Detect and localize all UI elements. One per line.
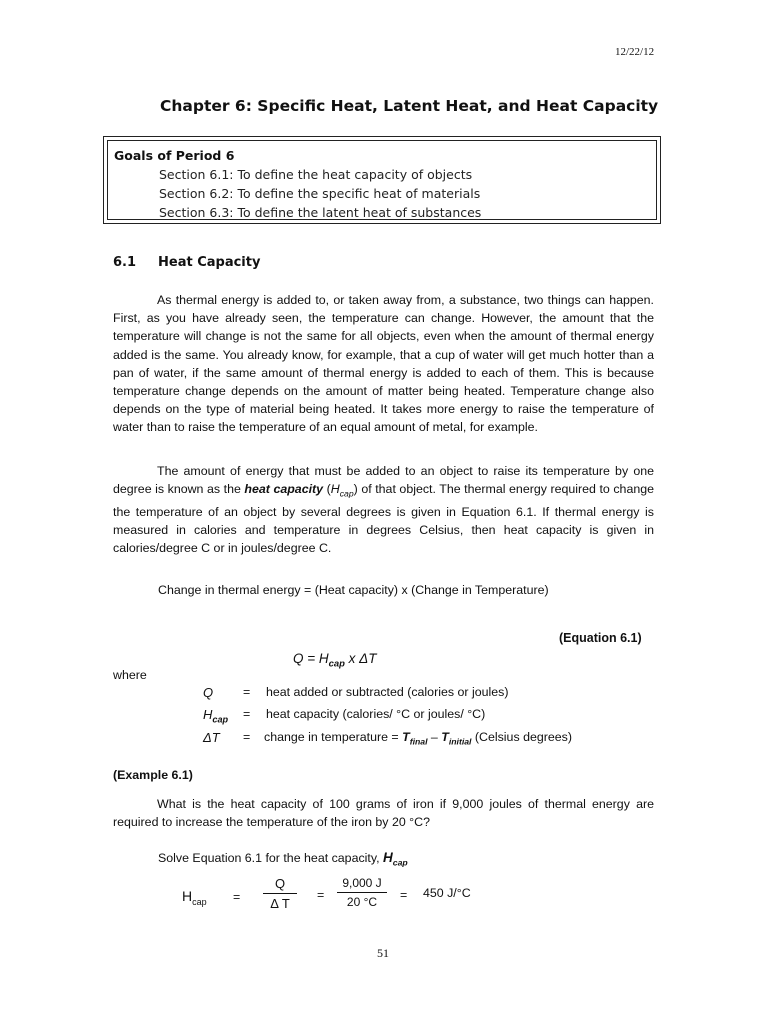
fraction-q-over-dt — [263, 876, 297, 911]
example-label: (Example 6.1) — [113, 768, 193, 782]
calc-h-sub: cap — [192, 896, 207, 907]
calc-equals-1: = — [233, 890, 241, 904]
t-final-sub: final — [409, 736, 428, 747]
def-desc-hcap: heat capacity (calories/ °C or joules/ °C) — [266, 707, 486, 721]
fraction-values — [337, 876, 387, 909]
def-h: H — [203, 707, 213, 722]
heat-capacity-term: heat capacity — [244, 482, 324, 497]
minus-sign: – — [427, 730, 442, 744]
fraction-bar — [263, 893, 297, 894]
section-title: Heat Capacity — [158, 255, 261, 270]
fraction-denominator: 20 °C — [346, 895, 378, 909]
page-number: 51 — [377, 946, 389, 960]
fraction-numerator: 9,000 J — [342, 876, 382, 890]
fraction-numerator: Q — [274, 876, 286, 891]
t-initial: T — [441, 730, 449, 744]
def-equals: = — [243, 707, 251, 721]
def-symbol-q: Q — [203, 685, 214, 700]
solve-sub: cap — [392, 857, 408, 868]
goal-item: Section 6.2: To define the specific heat of materials — [159, 186, 481, 201]
goal-item: Section 6.3: To define the latent heat of substances — [159, 205, 482, 220]
solve-symbol: H — [383, 850, 393, 865]
equation-lhs: Q = H — [293, 651, 329, 666]
def-h-sub: cap — [212, 714, 229, 725]
def-desc-dt-text: change in temperature = — [264, 730, 403, 744]
fraction-denominator: Δ T — [270, 896, 290, 911]
section-number: 6.1 — [113, 255, 137, 270]
solve-text-body: Solve Equation 6.1 for the heat capacity, — [158, 851, 384, 865]
def-equals: = — [243, 685, 251, 699]
goal-item: Section 6.1: To define the heat capacity of objects — [159, 167, 473, 182]
equation-main — [293, 651, 376, 670]
example-text: What is the heat capacity of 100 grams of iron if 9,000 joules of thermal energy are required to increase the temperature of the iron by 20 °C? — [113, 797, 654, 830]
def-symbol-dt: ΔT — [203, 730, 220, 745]
units-text: (Celsius degrees) — [471, 730, 572, 744]
def-symbol-hcap — [203, 707, 228, 725]
paragraph-2 — [113, 462, 654, 557]
calc-equals-2: = — [317, 888, 325, 902]
calc-lhs — [182, 888, 207, 907]
calc-result: 450 J/°C — [423, 886, 471, 900]
paragraph-1: As thermal energy is added to, or taken away from, a substance, two things can happen. First, as you have already seen, the temperature can change. However, the amount that the temperature will change is not the same for all objects, even when the amount of thermal energy added is the same. You already know, for example, that a cup of water will get much hotter than a pan of water, if the same amount of thermal energy is added to each of them. This is because temperature change depends on the amount of matter being heated. Temperature change also depends on the type of material being heated. It takes more energy to raise the temperature of water than to raise the temperature of an equal amount of metal, for example. — [113, 293, 654, 435]
solve-text — [158, 850, 408, 867]
calc-h: H — [182, 888, 193, 904]
def-desc-q: heat added or subtracted (calories or joules) — [266, 685, 509, 699]
hcap-subscript: cap — [339, 488, 354, 499]
paragraph-2-open: ( — [323, 482, 331, 497]
fraction-bar — [337, 892, 387, 893]
calc-equals-3: = — [400, 888, 408, 902]
goals-box — [103, 136, 661, 224]
word-equation: Change in thermal energy = (Heat capacity) x (Change in Temperature) — [158, 583, 549, 597]
equation-label: (Equation 6.1) — [559, 631, 642, 645]
def-equals: = — [243, 730, 251, 744]
paragraph-2-text-b: ) of that object. The thermal energy required to change the temperature of an object by several degrees is given in Equation 6.1. If thermal energy is measured in calories and temperature in degrees Celsius, then heat capacity is given in calories/degree C or in joules/degree C. — [113, 482, 655, 556]
where-label: where — [113, 668, 147, 682]
goals-title: Goals of Period 6 — [114, 148, 235, 163]
equation-rhs: x ΔT — [344, 651, 377, 666]
def-desc-dt — [264, 730, 572, 746]
date-header: 12/22/12 — [615, 46, 655, 58]
hcap-symbol: H — [330, 482, 340, 497]
t-final: T — [402, 730, 410, 744]
equation-sub: cap — [328, 658, 345, 670]
paragraph-2-text-a: The amount of energy that must be added to an object to raise its temperature by one degree is known as the — [113, 464, 654, 497]
chapter-title: Chapter 6: Specific Heat, Latent Heat, and Heat Capacity — [160, 97, 659, 115]
t-initial-sub: initial — [448, 736, 472, 747]
